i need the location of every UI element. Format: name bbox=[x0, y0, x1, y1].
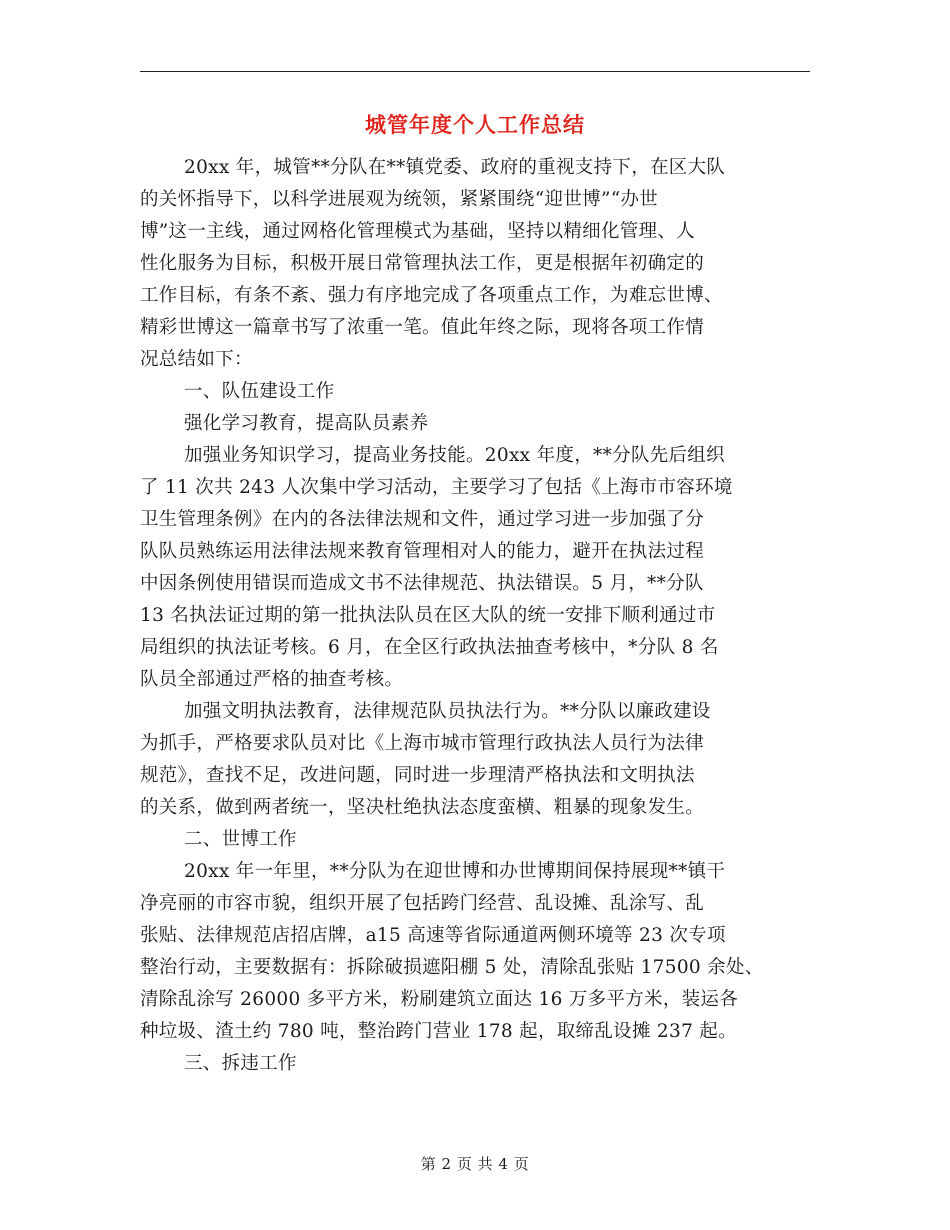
text-line: 净亮丽的市容市貌，组织开展了包括跨门经营、乱设摊、乱涂写、乱 bbox=[140, 893, 705, 914]
text-line: 种垃圾、渣土约 780 吨，整治跨门营业 178 起，取缔乱设摊 237 起。 bbox=[140, 1021, 737, 1042]
text-line: 局组织的执法证考核。6 月，在全区行政执法抽查考核中，*分队 8 名 bbox=[140, 637, 719, 658]
text-line: 一、队伍建设工作 bbox=[184, 381, 335, 402]
text-line: 中因条例使用错误而造成文书不法律规范、执法错误。5 月，**分队 bbox=[140, 573, 704, 594]
text-line: 况总结如下： bbox=[140, 349, 253, 370]
text-line: 三、拆违工作 bbox=[184, 1053, 297, 1074]
text-line: 了 11 次共 243 人次集中学习活动，主要学习了包括《上海市市容环境 bbox=[140, 477, 733, 498]
text-line: 博”这一主线，通过网格化管理模式为基础，坚持以精细化管理、人 bbox=[140, 221, 695, 242]
text-line: 性化服务为目标，积极开展日常管理执法工作，更是根据年初确定的 bbox=[140, 253, 705, 274]
text-line: 张贴、法律规范店招店牌，a15 高速等省际通道两侧环境等 23 次专项 bbox=[140, 925, 726, 946]
text-line: 精彩世博这一篇章书写了浓重一笔。值此年终之际，现将各项工作情 bbox=[140, 317, 705, 338]
document-title: 城管年度个人工作总结 bbox=[365, 112, 585, 137]
text-line: 工作目标，有条不紊、强力有序地完成了各项重点工作，为难忘世博、 bbox=[140, 285, 723, 306]
text-line: 为抓手，严格要求队员对比《上海市城市管理行政执法人员行为法律 bbox=[140, 733, 705, 754]
text-line: 20xx 年，城管**分队在**镇党委、政府的重视支持下，在区大队 bbox=[184, 157, 726, 178]
text-line: 13 名执法证过期的第一批执法队员在区大队的统一安排下顺利通过市 bbox=[140, 605, 716, 626]
text-line: 队队员熟练运用法律法规来教育管理相对人的能力，避开在执法过程 bbox=[140, 541, 705, 562]
text-line: 卫生管理条例》在内的各法律法规和文件，通过学习进一步加强了分 bbox=[140, 509, 705, 530]
header-rule bbox=[140, 71, 810, 72]
text-line: 整治行动，主要数据有：拆除破损遮阳棚 5 处，清除乱张贴 17500 余处、 bbox=[140, 957, 764, 978]
text-line: 规范》，查找不足，改进问题，同时进一步理清严格执法和文明执法 bbox=[140, 765, 695, 786]
text-line: 加强业务知识学习，提高业务技能。20xx 年度，**分队先后组织 bbox=[184, 445, 725, 466]
text-line: 强化学习教育，提高队员素养 bbox=[184, 413, 429, 434]
text-line: 二、世博工作 bbox=[184, 829, 297, 850]
text-line: 清除乱涂写 26000 多平方米，粉刷建筑立面达 16 万多平方米，装运各 bbox=[140, 989, 739, 1010]
text-line: 加强文明执法教育，法律规范队员执法行为。**分队以廉政建设 bbox=[184, 701, 711, 722]
text-line: 20xx 年一年里，**分队为在迎世博和办世博期间保持展现**镇干 bbox=[184, 861, 726, 882]
document-body bbox=[140, 152, 810, 1080]
text-line: 的关怀指导下，以科学进展观为统领，紧紧围绕“迎世博”“办世 bbox=[140, 189, 659, 210]
text-line: 队员全部通过严格的抽查考核。 bbox=[140, 669, 404, 690]
text-line: 的关系，做到两者统一，坚决杜绝执法态度蛮横、粗暴的现象发生。 bbox=[140, 797, 705, 818]
page-number: 第 2 页 共 4 页 bbox=[420, 1155, 530, 1173]
